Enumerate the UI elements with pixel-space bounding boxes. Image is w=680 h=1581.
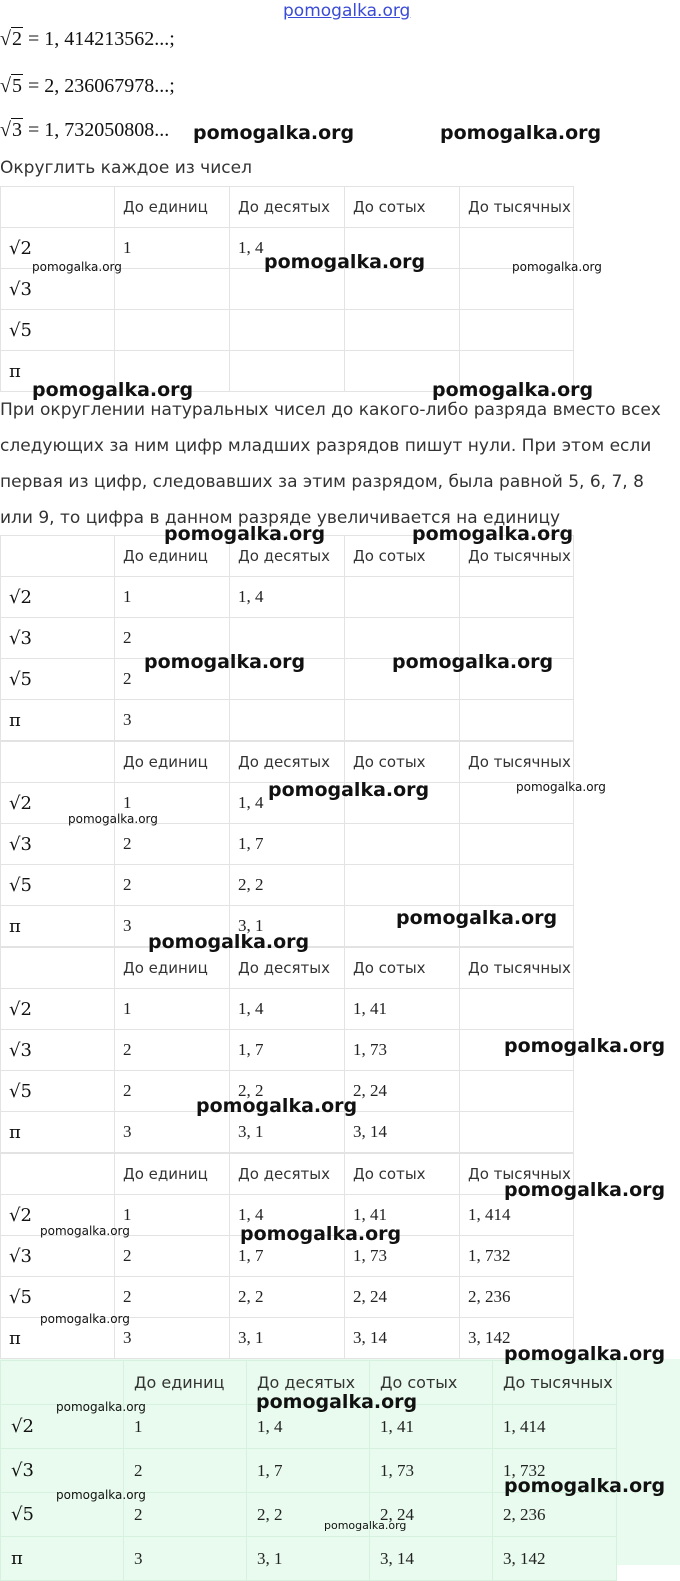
table-cell: 3, 14 bbox=[345, 1112, 460, 1153]
watermark: pomogalka.org bbox=[56, 1400, 146, 1414]
row-label: π bbox=[1, 906, 115, 947]
row-label: π bbox=[1, 700, 115, 741]
table-cell: 1, 7 bbox=[247, 1449, 370, 1493]
header-cell: До единиц bbox=[115, 187, 230, 228]
table-cell bbox=[460, 310, 574, 351]
row-label: π bbox=[1, 1318, 115, 1359]
table-cell bbox=[460, 577, 574, 618]
watermark: pomogalka.org bbox=[412, 523, 574, 545]
watermark: pomogalka.org bbox=[324, 1519, 407, 1532]
table-cell bbox=[460, 989, 574, 1030]
watermark: pomogalka.org bbox=[504, 1343, 666, 1365]
task-text: Округлить каждое из чисел bbox=[0, 158, 252, 178]
table-cell: 2 bbox=[115, 1071, 230, 1112]
header-cell: До десятых bbox=[247, 1361, 370, 1405]
watermark: pomogalka.org bbox=[32, 260, 122, 274]
table-cell: 3 bbox=[115, 906, 230, 947]
header-cell: До сотых bbox=[345, 742, 460, 783]
table-row bbox=[1, 824, 574, 865]
table-cell: 1, 4 bbox=[247, 1405, 370, 1449]
row-label: √2 bbox=[1, 577, 115, 618]
table-cell: 2 bbox=[115, 618, 230, 659]
header-cell bbox=[1, 948, 115, 989]
table-cell: 1 bbox=[115, 577, 230, 618]
watermark: pomogalka.org bbox=[392, 651, 554, 673]
row-label: √3 bbox=[1, 1236, 115, 1277]
table-cell: 1, 4 bbox=[230, 1195, 345, 1236]
header-cell: До тысячных bbox=[460, 536, 574, 577]
table-cell: 1, 73 bbox=[345, 1030, 460, 1071]
table-cell: 1, 4 bbox=[230, 228, 345, 269]
header-cell: До единиц bbox=[115, 1154, 230, 1195]
table-cell: 2, 236 bbox=[493, 1493, 617, 1537]
table-cell: 2 bbox=[115, 1236, 230, 1277]
header-cell: До десятых bbox=[230, 1154, 345, 1195]
formula-value: = 2, 236067978...; bbox=[27, 75, 175, 97]
table-cell bbox=[230, 269, 345, 310]
table-cell: 3, 1 bbox=[230, 1318, 345, 1359]
sqrt-symbol: √2 bbox=[0, 28, 22, 50]
watermark: pomogalka.org bbox=[432, 379, 594, 401]
header-cell: До тысячных bbox=[460, 948, 574, 989]
row-label: √3 bbox=[1, 1030, 115, 1071]
table-cell: 3, 1 bbox=[230, 1112, 345, 1153]
watermark: pomogalka.org bbox=[516, 780, 606, 794]
header-cell: До единиц bbox=[115, 948, 230, 989]
watermark: pomogalka.org bbox=[40, 1312, 130, 1326]
table-cell bbox=[460, 824, 574, 865]
header-cell: До сотых bbox=[370, 1361, 493, 1405]
sqrt-symbol: √5 bbox=[0, 75, 22, 97]
table-cell: 3 bbox=[115, 1112, 230, 1153]
table-cell: 1, 414 bbox=[493, 1405, 617, 1449]
header-cell: До сотых bbox=[345, 536, 460, 577]
row-label: π bbox=[1, 1112, 115, 1153]
header-cell: До десятых bbox=[230, 948, 345, 989]
table-row bbox=[1, 577, 574, 618]
table-cell: 1, 73 bbox=[345, 1236, 460, 1277]
header-cell: До сотых bbox=[345, 1154, 460, 1195]
watermark: pomogalka.org bbox=[396, 907, 558, 929]
table-cell: 3, 14 bbox=[370, 1537, 493, 1581]
table-cell bbox=[345, 310, 460, 351]
table-cell: 1 bbox=[115, 228, 230, 269]
row-label: √5 bbox=[1, 865, 115, 906]
table-cell: 2 bbox=[115, 659, 230, 700]
table-cell bbox=[460, 1112, 574, 1153]
row-label: √3 bbox=[1, 618, 115, 659]
table-row bbox=[1, 989, 574, 1030]
table-cell: 2, 24 bbox=[345, 1277, 460, 1318]
table-cell: 3, 1 bbox=[230, 906, 345, 947]
table-cell bbox=[345, 577, 460, 618]
rounding-table-5 bbox=[0, 1153, 574, 1359]
row-label: √5 bbox=[1, 310, 115, 351]
row-label: √3 bbox=[1, 1449, 124, 1493]
row-label: √2 bbox=[1, 783, 115, 824]
watermark: pomogalka.org bbox=[440, 122, 602, 144]
rounding-table-2 bbox=[0, 535, 574, 741]
table-cell: 1 bbox=[124, 1405, 247, 1449]
header-cell bbox=[1, 742, 115, 783]
header-cell: До сотых bbox=[345, 948, 460, 989]
header-cell bbox=[1, 536, 115, 577]
table-cell: 1 bbox=[115, 1195, 230, 1236]
table-cell: 2 bbox=[115, 1277, 230, 1318]
table-cell: 2 bbox=[115, 1030, 230, 1071]
watermark: pomogalka.org bbox=[196, 1095, 358, 1117]
row-label: π bbox=[1, 1537, 124, 1581]
table-row bbox=[1, 1112, 574, 1153]
table-row bbox=[1, 269, 574, 310]
table-cell bbox=[345, 824, 460, 865]
table-row bbox=[1, 1537, 617, 1581]
table-cell: 1, 732 bbox=[493, 1449, 617, 1493]
table-cell: 3 bbox=[115, 700, 230, 741]
header-cell: До единиц bbox=[115, 742, 230, 783]
table-cell bbox=[230, 310, 345, 351]
table-cell: 1, 414 bbox=[460, 1195, 574, 1236]
watermark: pomogalka.org bbox=[504, 1179, 666, 1201]
row-label: √5 bbox=[1, 1071, 115, 1112]
table-cell bbox=[460, 269, 574, 310]
table-cell: 2 bbox=[124, 1449, 247, 1493]
table-cell bbox=[460, 700, 574, 741]
header-cell: До тысячных bbox=[460, 742, 574, 783]
table-cell: 1, 4 bbox=[230, 989, 345, 1030]
watermark: pomogalka.org bbox=[56, 1488, 146, 1502]
table-cell: 1, 41 bbox=[370, 1405, 493, 1449]
table-cell bbox=[115, 269, 230, 310]
table-cell: 2, 2 bbox=[230, 865, 345, 906]
table-cell bbox=[460, 1071, 574, 1112]
table-row bbox=[1, 865, 574, 906]
header-cell bbox=[1, 187, 115, 228]
watermark: pomogalka.org bbox=[68, 812, 158, 826]
table-cell: 1, 41 bbox=[345, 1195, 460, 1236]
table-cell: 1, 7 bbox=[230, 1236, 345, 1277]
table-cell: 1 bbox=[115, 783, 230, 824]
watermark: pomogalka.org bbox=[512, 260, 602, 274]
watermark: pomogalka.org bbox=[164, 523, 326, 545]
sqrt-symbol: √3 bbox=[0, 119, 22, 141]
row-label: √3 bbox=[1, 269, 115, 310]
table-cell bbox=[345, 700, 460, 741]
table-row bbox=[1, 1030, 574, 1071]
table-cell: 3, 1 bbox=[247, 1537, 370, 1581]
formula-sqrt2 bbox=[0, 28, 175, 51]
header-cell: До тысячных bbox=[460, 1154, 574, 1195]
row-label: √5 bbox=[1, 1493, 124, 1537]
table-cell bbox=[345, 269, 460, 310]
table-cell: 1, 73 bbox=[370, 1449, 493, 1493]
table-row bbox=[1, 310, 574, 351]
table-cell: 1, 7 bbox=[230, 1030, 345, 1071]
header-cell bbox=[1, 1154, 115, 1195]
watermark: pomogalka.org bbox=[256, 1391, 418, 1413]
row-label: √2 bbox=[1, 1195, 115, 1236]
table-cell: 3 bbox=[115, 1318, 230, 1359]
watermark: pomogalka.org bbox=[193, 122, 355, 144]
table-cell: 3, 142 bbox=[460, 1318, 574, 1359]
table-cell: 2, 2 bbox=[247, 1493, 370, 1537]
table-cell bbox=[345, 865, 460, 906]
table-cell: 1 bbox=[115, 989, 230, 1030]
row-label: √2 bbox=[1, 1405, 124, 1449]
table-cell: 1, 41 bbox=[345, 989, 460, 1030]
watermark: pomogalka.org bbox=[240, 1223, 402, 1245]
table-cell: 1, 732 bbox=[460, 1236, 574, 1277]
table-header-row bbox=[1, 187, 574, 228]
table-cell: 2, 24 bbox=[370, 1493, 493, 1537]
table-cell: 2, 24 bbox=[345, 1071, 460, 1112]
table-cell bbox=[230, 351, 345, 392]
table-cell bbox=[460, 865, 574, 906]
watermark: pomogalka.org bbox=[504, 1035, 666, 1057]
table-cell: 2 bbox=[115, 865, 230, 906]
table-cell: 3, 142 bbox=[493, 1537, 617, 1581]
formula-sqrt5 bbox=[0, 75, 175, 98]
table-cell: 1, 4 bbox=[230, 577, 345, 618]
table-cell: 2, 236 bbox=[460, 1277, 574, 1318]
table-cell: 2 bbox=[115, 824, 230, 865]
table-cell: 3 bbox=[124, 1537, 247, 1581]
header-cell: До десятых bbox=[230, 742, 345, 783]
header-cell: До десятых bbox=[230, 187, 345, 228]
watermark: pomogalka.org bbox=[148, 931, 310, 953]
table-cell bbox=[115, 310, 230, 351]
row-label: √3 bbox=[1, 824, 115, 865]
table-cell: 2, 2 bbox=[230, 1071, 345, 1112]
watermark: pomogalka.org bbox=[144, 651, 306, 673]
formula-sqrt3 bbox=[0, 119, 169, 142]
rounding-rule-paragraph: При округлении натуральных чисел до какого-либо разряда вместо всех следующих за ним цифр младших разрядов пишут нули. При этом если первая из цифр, следовавших за этим разрядом, была равной 5, 6, 7, 8 или 9, то цифра в данном разряде увеличивается на единицу bbox=[0, 400, 661, 528]
row-label: √2 bbox=[1, 989, 115, 1030]
table-row bbox=[1, 700, 574, 741]
header-cell: До единиц bbox=[115, 536, 230, 577]
table-header-row bbox=[1, 742, 574, 783]
header-cell: До тысячных bbox=[460, 187, 574, 228]
table-cell: 1, 4 bbox=[230, 783, 345, 824]
header-cell: До сотых bbox=[345, 187, 460, 228]
table-cell: 1, 7 bbox=[230, 824, 345, 865]
header-cell: До десятых bbox=[230, 536, 345, 577]
header-cell bbox=[1, 1361, 124, 1405]
header-cell: До единиц bbox=[124, 1361, 247, 1405]
watermark: pomogalka.org bbox=[264, 251, 426, 273]
formula-value: = 1, 732050808... bbox=[27, 119, 170, 141]
row-label: √2 bbox=[1, 228, 115, 269]
row-label: √5 bbox=[1, 1277, 115, 1318]
table-cell: 2 bbox=[124, 1493, 247, 1537]
row-label: √5 bbox=[1, 659, 115, 700]
watermark: pomogalka.org bbox=[32, 379, 194, 401]
header-cell: До тысячных bbox=[493, 1361, 617, 1405]
row-label: π bbox=[1, 351, 115, 392]
rounding-table-1 bbox=[0, 186, 574, 392]
watermark-link[interactable]: pomogalka.org bbox=[283, 1, 411, 21]
table-cell: 3, 14 bbox=[345, 1318, 460, 1359]
watermark: pomogalka.org bbox=[40, 1224, 130, 1238]
table-header-row bbox=[1, 948, 574, 989]
rounding-table-4 bbox=[0, 947, 574, 1153]
watermark: pomogalka.org bbox=[268, 779, 430, 801]
watermark: pomogalka.org bbox=[504, 1475, 666, 1497]
table-header-row bbox=[1, 1154, 574, 1195]
table-cell: 2, 2 bbox=[230, 1277, 345, 1318]
table-cell bbox=[230, 700, 345, 741]
formula-value: = 1, 414213562...; bbox=[27, 28, 175, 50]
